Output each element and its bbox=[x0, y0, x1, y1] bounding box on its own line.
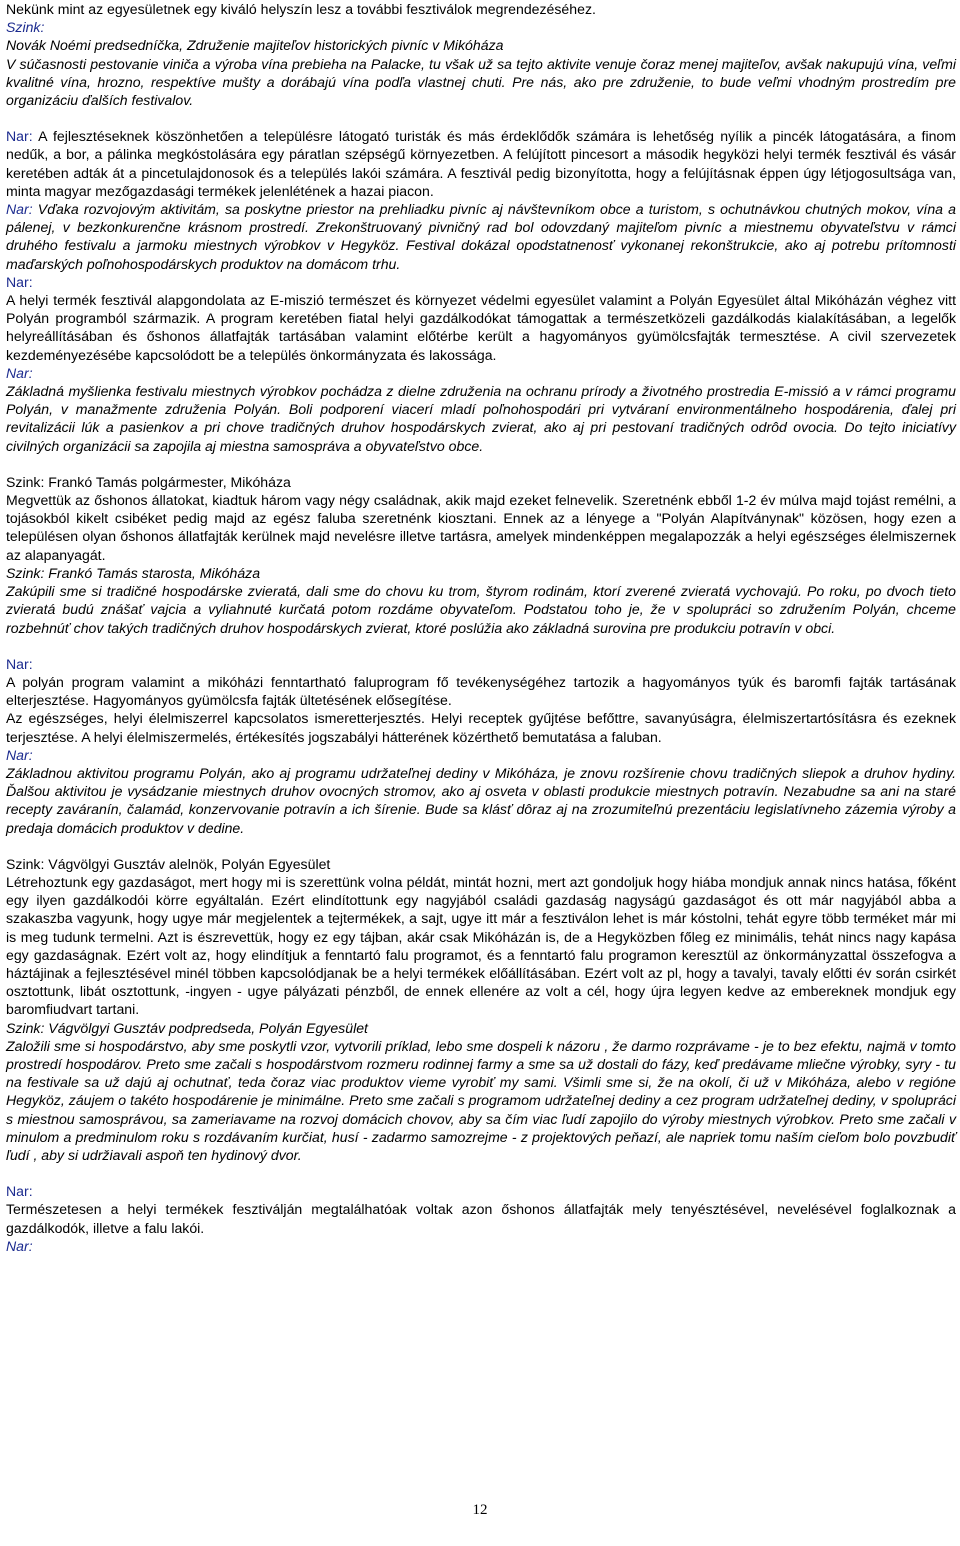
spacer bbox=[6, 637, 956, 655]
paragraph-text: Vďaka rozvojovým aktivitám, sa poskytne priestor na prehliadku pivníc aj návštevníkom obce a turistom, s ochutnávkou chutných mokov, vína a pálenej, v bezkonkurenčne krásnom prostredí. Zrekonštruovaný pivničný rad bol odovzdaný majiteľom pivníc a miestnemu obyvateľstvu v rámci druhého festivalu a jarmoku miestnych výrobkov v Hegyköz. Festival dokázal opodstatnenosť vykonanej rekonštrukcie, ako aj potrebu prítomnosti maďarských poľnohospodárskych produktov na domácom trhu. bbox=[6, 201, 956, 272]
narrator-label: Nar: bbox=[6, 364, 33, 381]
paragraph: Létrehoztunk egy gazdaságot, mert hogy mi is szerettünk volna példát, mintát hozni, mert azt gondoljuk hogy hiába mondjuk annak nincs hatása, főként egy ilyen gazdálkodói körre egyáltalán. Ezért elindítottunk egy nagyjából családi gazdaság nagyságú gazdaságot és ott már nagyjából abba a szakaszba vagyunk, hogy ugye már megjelentek a tejtermékek, a sajt, ugye itt már a fesztiválon lehet is már kóstolni, tehát egyre több terméket már mi is meg tudunk termelni. Azt is észrevettük, hogy ez egy tájban, akár csak Mikóházán is, de a Hegyközben főleg ez minimális, tehát nincs nagy kapása egy gazdaságnak. Ezért volt az, hogy elindítjuk a fenntartó falu programot, és a fenntartó falu programon keresztül az önkormányzattal összefogva a háztájinak a fejlesztésével minél többen kapcsolódjanak be a helyi termékek előállításában. Ezért volt az pl, hogy a tavalyi, tavaly előtti év során csirkét osztottunk, libát osztottunk, -ingyen - ugye pályázati pénzből, de ennek ellenére az volt a cél, hogy újra legyen kedve az embereknek mondjuk egy baromfiudvart tartani. bbox=[6, 873, 956, 1018]
paragraph: Základná myšlienka festivalu miestnych výrobkov pochádza z dielne združenia na ochranu prírody a životného prostredia E-missió a v rámci programu Polyán, v manažmente združenia Polyán. Boli podporení viacerí mladí poľnohospodári pri vytváraní environmentálneho hospodárenia, ďalej pri revitalizácii lúk a pasienkov a pri chove tradičných druhov hospodárskych zvierat, ako aj pri pestovaní tradičných odrôd ovocia. Do tejto iniciatívy civilných organizácii sa zapojila aj miestna samospráva a obyvateľstvo obce. bbox=[6, 383, 956, 454]
speaker-line: Szink: Vágvölgyi Gusztáv alelnök, Polyán Egyesület bbox=[6, 855, 331, 872]
paragraph: A helyi termék fesztivál alapgondolata az E-miszió természet és környezet védelmi egyesület valamint a Polyán Egyesület által Mikóházán véghez vitt Polyán programból származik. A program keretében fiatal helyi gazdálkodókat támogattak a természetközeli gazdálkodás kialakításában, a legelők helyreállításában és őshonos állatfajták tartásában valamint előtérbe került a hagyományos gyümölcsfajták termesztése. A civil szervezetek kezdeményezésébe kapcsolódott be a település önkormányzata és lakossága. bbox=[6, 292, 956, 363]
paragraph bbox=[6, 127, 956, 200]
speaker-line: Novák Noémi predsedníčka, Združenie majiteľov historických pivníc v Mikóháza bbox=[6, 37, 504, 54]
paragraph: Természetesen a helyi termékek fesztiválján megtalálhatóak voltak azon őshonos állatfajták mely tenyésztésével, nevelésével foglalkoznak a gazdálkodók, illetve a falu lakói. bbox=[6, 1201, 956, 1236]
speaker-line: Szink: Vágvölgyi Gusztáv podpredseda, Polyán Egyesület bbox=[6, 1019, 368, 1036]
narrator-label: Nar: bbox=[6, 655, 33, 672]
speaker-label: Szink: bbox=[6, 19, 45, 36]
narrator-label: Nar: bbox=[6, 746, 33, 763]
spacer bbox=[6, 109, 956, 127]
paragraph: Zakúpili sme si tradičné hospodárske zvieratá, dali sme do chovu ku trom, štyrom rodinám, ktorí zverené zvieratá vychovajú. Po roku, po dvoch tieto zvieratá budú znášať vajcia a vyliahnuté kurčatá potom rozdáme obyvateľom. Podstatou toho je, že v spolupráci so združením Polyán, chceme rozbehnúť chov takých tradičných druhov hospodárskych zvierat, ktoré poslúžia ako základná surovina pre produkciu potravín v obci. bbox=[6, 583, 956, 636]
paragraph: Založili sme si hospodárstvo, aby sme poskytli vzor, vytvorili príklad, lebo sme dospeli k názoru , že darmo rozprávame - je to bez efektu, najmä v tomto prostredí hospodárov. Preto sme začali s hospodárstvom rozmeru rodinnej farmy a sme sa už dostali do fázy, keď predávame mliečne výrobky, syry - tu na festivale sa už dajú aj ochutnať, teda čoraz viac produktov vieme vyrobiť my sami. Všimli sme si, že na okolí, či už v Mikóháza, alebo v regióne Hegyköz, záujem o takéto hospodárenie je minimálne. Preto sme začali s programom udržateľnej dediny a cez program udržateľnej dediny, v spolupráci s miestnou samosprávou, sa zameriavame na rozvoj domácich chovov, aby sa čím viac ľudí zapojilo do výroby miestnych výrobkov. Preto sme začali v minulom a predminulom roku s rozdávaním kurčiat, husí - zadarmo samozrejme - z projektových peňazí, ale napriek tomu naším cieľom bolo povzbudiť ľudí , aby si udržiavali aspoň ten hydinový dvor. bbox=[6, 1037, 956, 1163]
paragraph: Nekünk mint az egyesületnek egy kiváló helyszín lesz a további fesztiválok megrendezéséhez. bbox=[6, 1, 596, 17]
speaker-line: Szink: Frankó Tamás starosta, Mikóháza bbox=[6, 564, 261, 581]
paragraph: V súčasnosti pestovanie viniča a výroba vína prebieha na Palacke, tu však už sa tejto aktivite venuje čoraz menej majiteľov, avšak nakupujú vína, veľmi kvalitné vína, hrozno, respektíve mušty a dorábajú vína podľa vlastnej chuti. Pre nás, ako pre združenie, to bude veľmi vhodným prostredím pre organizáciu ďalších festivalov. bbox=[6, 55, 956, 109]
narrator-label: Nar: bbox=[6, 1183, 33, 1200]
document-body bbox=[6, 0, 956, 1255]
paragraph: Az egészséges, helyi élelmiszerrel kapcsolatos ismeretterjesztés. Helyi receptek gyűjtése befőttre, savanyúságra, élelmiszertartósításra és ezeknek terjesztése. A helyi élelmiszermelés, értékesítés jogszabályi hátterének közérthető bemutatása a faluban. bbox=[6, 710, 956, 745]
paragraph: A polyán program valamint a mikóházi fenntartható faluprogram fő tevékenységéhez tartozik a hagyományos tyúk és baromfi fajták tartásának elterjesztése. Hagyományos gyümölcsfa fajták ültetésének elősegítése. bbox=[6, 673, 956, 709]
narrator-label: Nar: bbox=[6, 201, 33, 218]
paragraph-text: A fejlesztéseknek köszönhetően a településre látogató turisták és más érdeklődők számára is lehetőség nyílik a pincék látogatására, a finom nedűk, a bor, a pálinka megkóstolására egy páratlan szépségű környezetben. A felújított pincesort a második hegyközi helyi termék fesztivál és vásár keretében adták át a pincetulajdonosok és a település lakói számára. A fesztivál pedig bizonyította, hogy a felújításnak éppen úgy létjogosultsága van, minta magyar mezőgazdasági termékek jelenlétének a hazai piacon. bbox=[6, 128, 956, 199]
spacer bbox=[6, 455, 956, 473]
page-number: 12 bbox=[472, 1502, 488, 1518]
paragraph: Megvettük az őshonos állatokat, kiadtuk három vagy négy családnak, akik majd ezeket felnevelik. Szeretnénk ebből 1-2 év múlva majd tojást remélni, a tojásokból kikelt csibéket pedig majd az egész faluba szeretnénk kiosztani. Ennek az a lényege a "Polyán Alapítványnak" közösen, hogy ezen a településen olyan őshonos állatfajták kerülnek majd nevelésre illetve tartásra, amelyek mindenképpen megalapozzák a helyi egészséges élelmiszernek az alapanyagát. bbox=[6, 492, 956, 563]
narrator-label: Nar: bbox=[6, 1237, 33, 1254]
narrator-label: Nar: bbox=[6, 273, 33, 290]
narrator-label: Nar: bbox=[6, 128, 33, 145]
speaker-line: Szink: Frankó Tamás polgármester, Mikóháza bbox=[6, 473, 291, 490]
spacer bbox=[6, 837, 956, 855]
spacer bbox=[6, 1164, 956, 1182]
paragraph: Základnou aktivitou programu Polyán, ako aj programu udržateľnej dediny v Mikóháza, je znovu rozšírenie chovu tradičných sliepok a druhov hydiny. Ďalšou aktivitou je vysádzanie miestnych druhov ovocných stromov, ako aj osveta v oblasti produkcie miestnych potravín. Nezabudne sa ani na staré recepty zaváranín, čalamád, konzervovanie potravín a ich šírenie. Bude sa klásť dôraz aj na zrozumiteľnú prezentáciu legislatívneho zázemia výroby a predaja domácich produktov v dedine. bbox=[6, 764, 956, 836]
paragraph bbox=[6, 200, 956, 273]
